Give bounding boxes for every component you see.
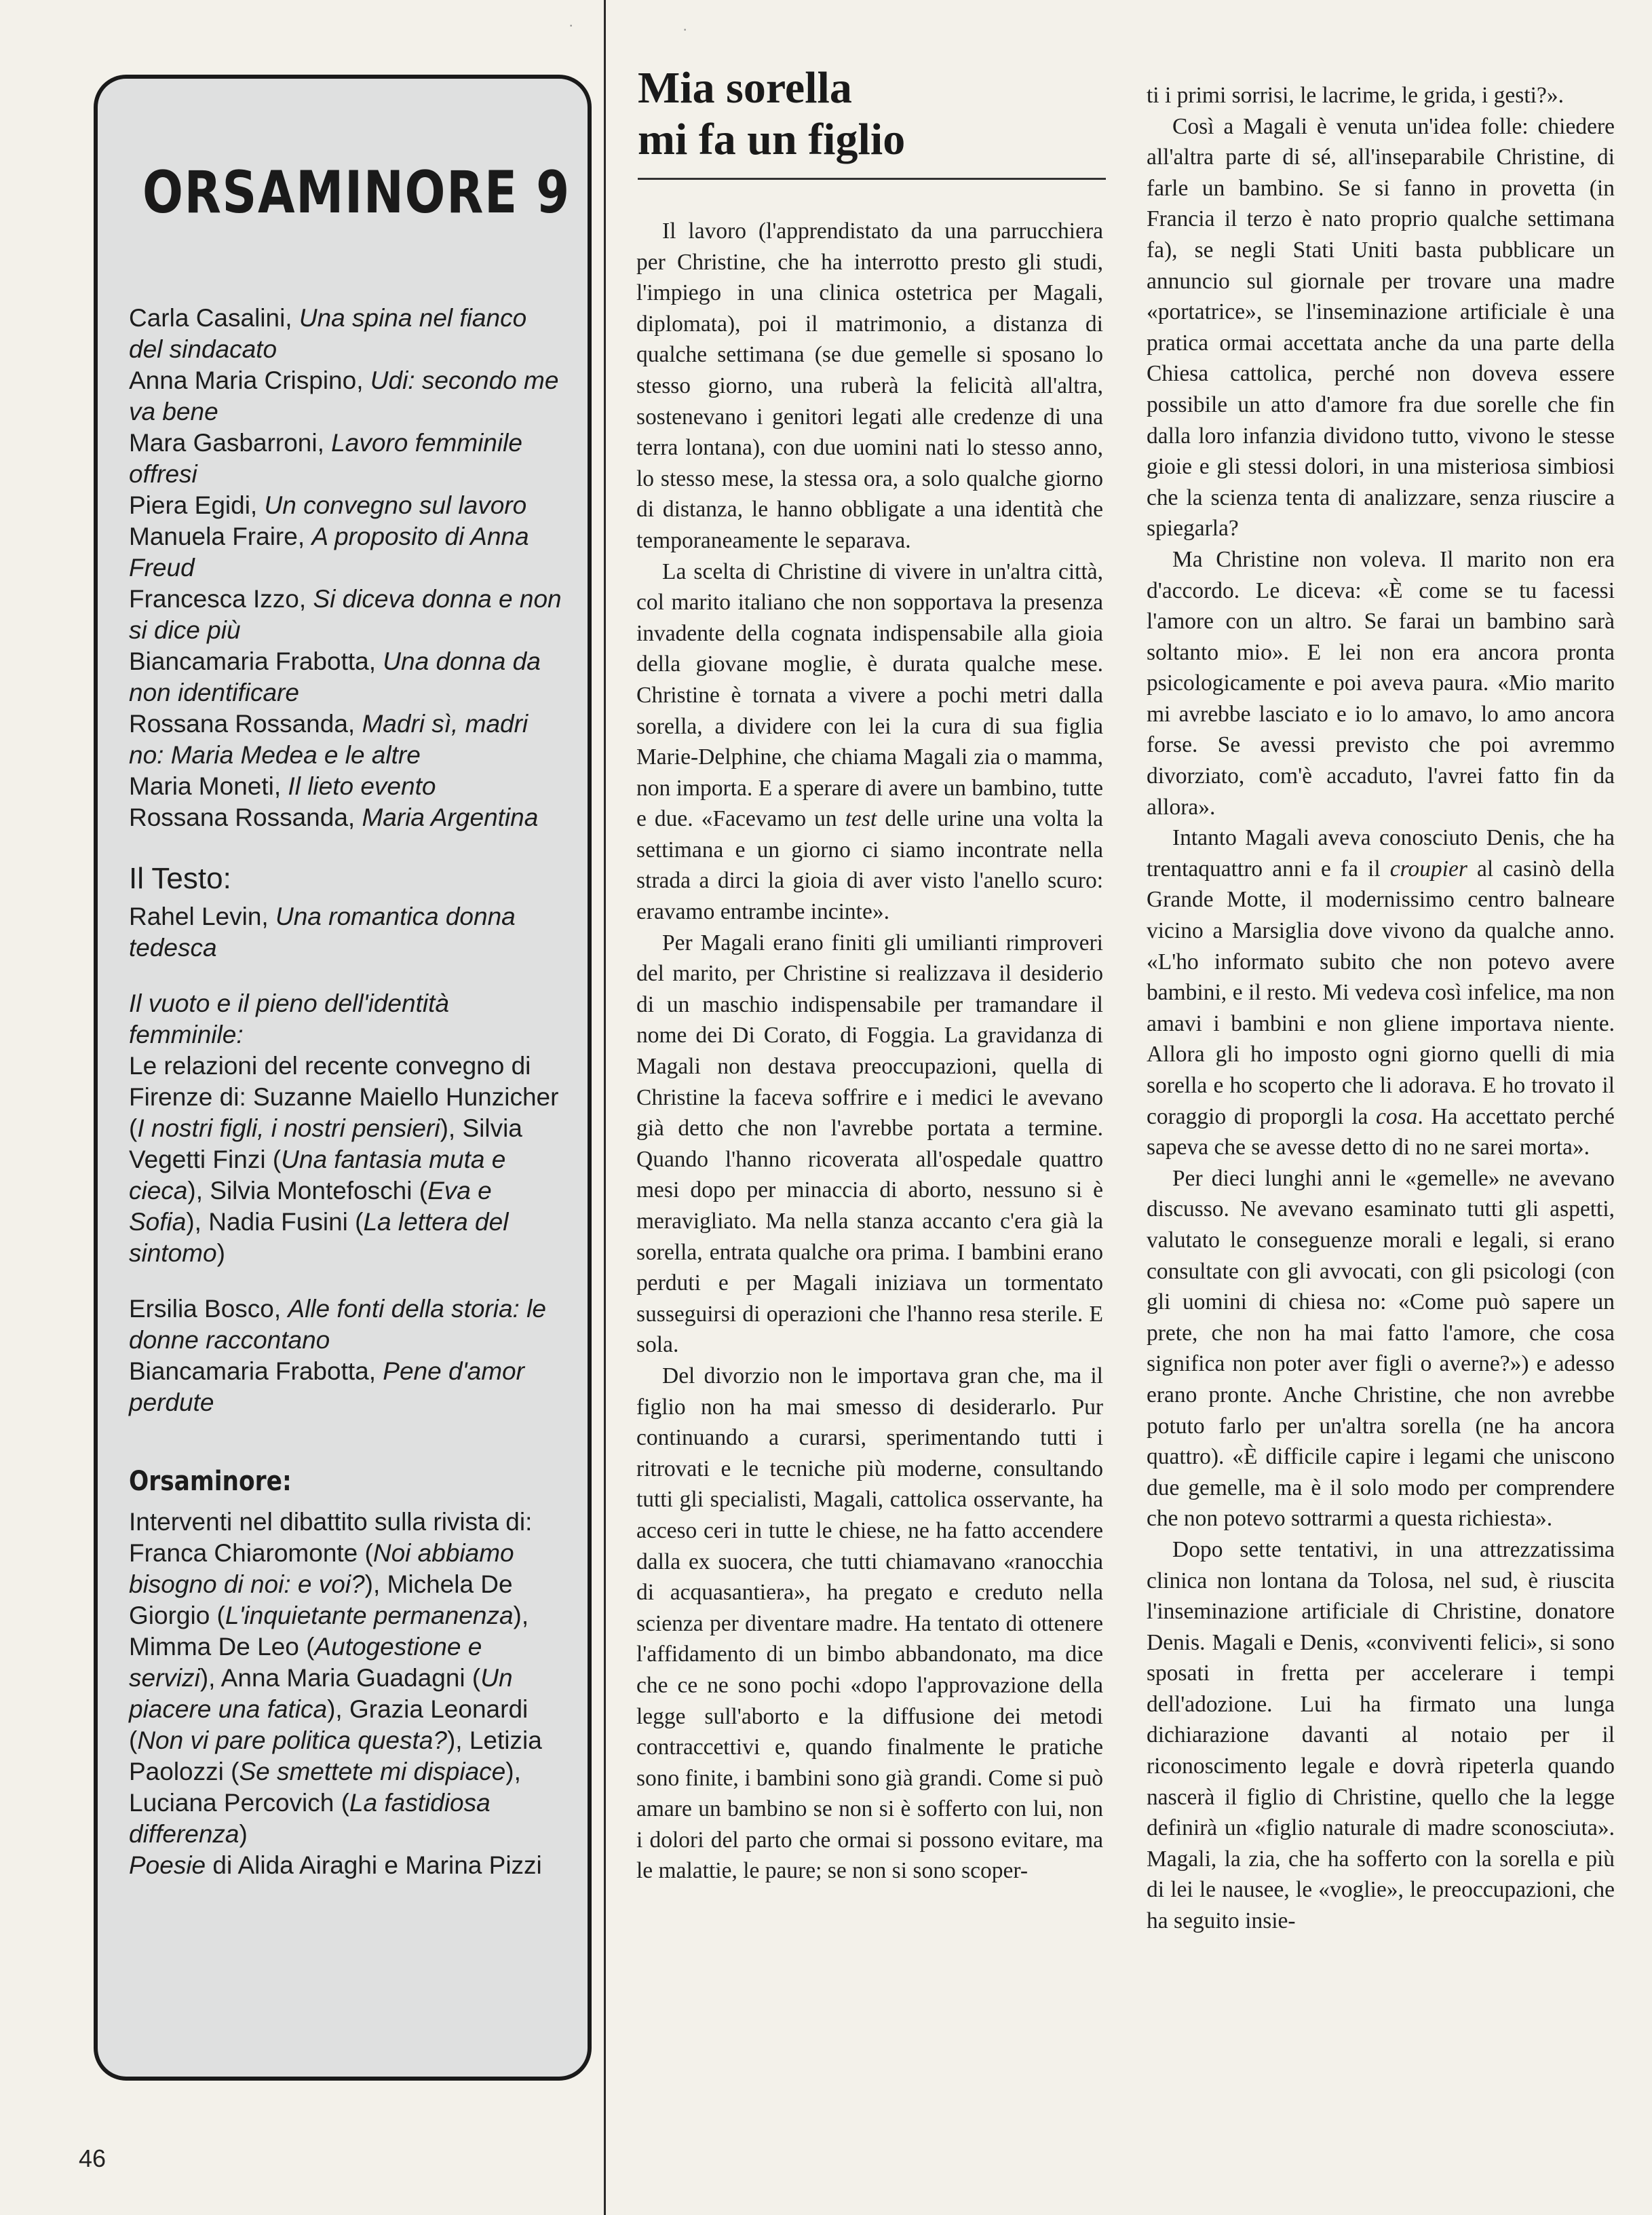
text-run: Eva e Sofia [129, 1177, 492, 1236]
contents-entry [129, 1356, 563, 1418]
page-number: 46 [79, 2144, 107, 2172]
contents-list [129, 303, 563, 1881]
text-run: Per Magali erano finiti gli umilianti rimproveri del marito, per Christine si realizzava il desiderio di un maschio indispensabile per tramandare il nome dei Di Corato, di Foggia. La gravidanza di Magali non destava preoccupazioni, quella di Christine la faceva soffrire e i medici le avevano già detto che non l'avrebbe portata a termine. Quando l'hanno ricoverata all'ospedale quattro mesi dopo per minaccia di aborto, nessuno si è meravigliato. Ma nella stanza accanto c'era già la sorella, entrata qualche ora prima. I bambini erano perduti e per Magali iniziava un tormentato susseguirsi di operazioni che l'hanno resa sterile. E sola. [636, 930, 1103, 1358]
contents-entry [129, 521, 563, 584]
entry-author: Piera Egidi, [129, 491, 265, 519]
entry-title: Una donna da non identificare [129, 647, 541, 706]
entry-title: Una romantica donna tedesca [129, 903, 516, 962]
contents-entry [129, 646, 563, 708]
text-run: ), Letizia Paolozzi ( [129, 1726, 542, 1785]
article-paragraph [1147, 111, 1615, 544]
entry-title: Il lieto evento [288, 772, 436, 800]
more-entries-list [129, 1293, 563, 1418]
entries-list [129, 303, 563, 833]
text-run: ), Mimma De Leo ( [129, 1602, 529, 1661]
entry-author: Biancamaria Frabotta, [129, 1357, 383, 1385]
poesie-text [129, 1850, 563, 1881]
article-headline [638, 62, 905, 166]
article-paragraph [636, 1361, 1103, 1887]
text-run: I nostri figli, i nostri pensieri [137, 1114, 440, 1142]
text-run: Un piacere una fatica [129, 1664, 513, 1723]
entry-author: Rahel Levin, [129, 903, 275, 930]
entry-author: Biancamaria Frabotta, [129, 647, 383, 675]
entry-author: Maria Moneti, [129, 772, 288, 800]
article-paragraph [1147, 1163, 1615, 1534]
text-run: Noi abbiamo bisogno di noi: e voi? [129, 1539, 514, 1598]
article-paragraph [1147, 822, 1615, 1163]
text-run: ), Nadia Fusini ( [186, 1208, 364, 1236]
text-run: ti i primi sorrisi, le lacrime, le grida, i gesti?». [1147, 83, 1564, 108]
text-run: Così a Magali è venuta un'idea folle: chiedere all'altra parte di sé, all'inseparabile Christine, di farle un bambino. Se si fanno in provetta (in Francia il terzo è nato proprio qualche settimana fa), se negli Stati Uniti basta pubblicare un annuncio sul giornale per trovare una madre «portatrice», se l'inseminazione artificiale è una pratica ormai accettata anche da una parte della Chiesa cattolica, perché non doveva essere possibile un atto d'amore fra due sorelle che fin dalla loro infanzia dividono tutto, vivono le stesse gioie e gli stessi dolori, in una misteriosa simbiosi che la scienza tenta di analizzare, senza riuscire a spiegarla? [1147, 113, 1615, 542]
contents-entry [129, 708, 563, 771]
entry-author: Carla Casalini, [129, 304, 299, 332]
entry-title: Maria Argentina [362, 803, 539, 831]
text-run: Ma Christine non voleva. Il marito non era d'accordo. Le diceva: «È come se tu facessi l'amore con un altro. Se farai un bambino sarà soltanto mio». E lei non era ancora pronta psicologicamente e poi aveva paura. «Mio marito mi avrebbe lasciato e io lo amavo, lo amo ancora forse. Se avessi previsto che poi avremmo divorziato, com'è accaduto, l'avrei fatto fin da allora». [1147, 546, 1615, 820]
entry-author: Rossana Rossanda, [129, 803, 362, 831]
contents-entry [129, 490, 563, 521]
contents-entry [129, 428, 563, 490]
vuoto-heading: Il vuoto e il pieno dell'identità femminile: [129, 989, 449, 1048]
text-run: Per dieci lunghi anni le «gemelle» ne avevano discusso. Ne avevano esaminato tutti gli aspetti, valutato le conseguenze morali e legali, si erano consultate con gli avvocati, con gli psicologi (con gli uomini di chiesa no: «Come può sapere un prete, che non ha mai fatto l'amore, che cosa significa non poter aver figli o averne?») e adesso erano pronte. Anche Christine, che non avrebbe potuto farlo per un'altra sorella (ne ha ancora quattro). «È difficile capire i legami che uniscono due gemelle, ma è il solo modo per comprendere che non potevo sottrarmi a questa richiesta». [1147, 1165, 1615, 1532]
text-run: ), Silvia Vegetti Finzi ( [129, 1114, 522, 1173]
text-run: ), Luciana Percovich ( [129, 1758, 521, 1817]
article-paragraph [1147, 1534, 1615, 1937]
text-run: Poesie [129, 1851, 206, 1879]
column-divider [604, 0, 606, 2215]
entry-title: Si diceva donna e non si dice più [129, 585, 562, 644]
text-run: Dopo sette tentativi, in una attrezzatissima clinica non lontana da Tolosa, nel sud, è riuscita l'inseminazione artificiale di Christine, donatore Denis. Magali e Denis, «conviventi felici», si sono sposati in fretta per accelerare i tempi dell'adozione. Lui ha firmato una lunga dichiarazione davanti al notaio per il riconoscimento legale e dovrà ripeterla quando nascerà il figlio di Christine, quello che la legge definirà un «figlio naturale di madre sconosciuta». Magali, la zia, che ha sofferto con la sorella e più di lei le nausee, le «voglie», le preoccupazioni, che ha seguito insie- [1147, 1536, 1615, 1934]
text-run: test [845, 806, 877, 832]
contents-entry [129, 584, 563, 646]
print-mark: · [683, 20, 688, 37]
text-run: Autogestione e servizi [129, 1633, 482, 1692]
article-paragraph [636, 216, 1103, 556]
text-run: delle urine una volta la settimana e un giorno ci siamo incontrate nella strada a dirci la gioia di aver visto l'anello scuro: eravamo entrambe incinte». [636, 806, 1104, 925]
text-run: Il lavoro (l'apprendistato da una parrucchiera per Christine, che ha interrotto presto gli studi, l'impiego in una clinica ostetrica per Magali, diplomata), poi il matrimonio, a distanza di qualche settimana (se due gemelle si sposano lo stesso giorno, una ruberà la felicità all'altra, sostenevano i genitori legati alle credenze di una terra lontana), con due uomini nati lo stesso anno, lo stesso mese, la stessa ora, a solo qualche giorno di distanza, le hanno obbligate a una identità che temporaneamente le separava. [636, 219, 1103, 553]
contents-entry [129, 802, 563, 833]
contents-entry [129, 771, 563, 802]
article-paragraph [636, 556, 1103, 928]
testo-label: Il Testo: [129, 862, 231, 895]
entry-author: Anna Maria Crispino, [129, 366, 370, 394]
text-run: croupier [1389, 856, 1467, 882]
text-run: La fastidiosa differenza [129, 1789, 491, 1848]
text-run: La lettera del sintomo [129, 1208, 509, 1267]
text-run: ) [239, 1820, 248, 1848]
text-run: cosa [1376, 1103, 1418, 1129]
headline-line-2: mi fa un figlio [638, 115, 906, 164]
contents-box [94, 75, 592, 2081]
entry-title: Una spina nel fianco del sindacato [129, 304, 527, 363]
article-column-2 [1147, 80, 1615, 1937]
entry-author: Francesca Izzo, [129, 585, 313, 613]
text-run: Le relazioni del recente convegno di Firenze di: Suzanne Maiello Hunzicher ( [129, 1052, 559, 1142]
entry-author: Rossana Rossanda, [129, 710, 362, 738]
article-paragraph [1147, 80, 1615, 111]
vuoto-text [129, 1050, 563, 1269]
entry-title: A proposito di Anna Freud [129, 523, 529, 582]
text-run: . Ha accettato perché sapeva che se avesse detto di no ne sarei morta». [1147, 1103, 1615, 1160]
print-mark: · [569, 16, 574, 33]
contents-entry [129, 303, 563, 365]
article-column-1 [636, 216, 1103, 1887]
text-run: ), Grazia Leonardi ( [129, 1695, 529, 1754]
article-paragraph [636, 928, 1103, 1361]
text-run: di Alida Airaghi e Marina Pizzi [206, 1851, 542, 1879]
entry-title: Alle fonti della storia: le donne raccontano [129, 1295, 546, 1354]
text-run: Del divorzio non le importava gran che, ma il figlio non ha mai smesso di desiderarlo. Pur continuando a curarsi, sperimentando tutti i ritrovati e le tecniche più moderne, consultando tutti gli specialisti, Magali, cattolica osservante, ha acceso ceri in tutte le chiese, ne ha fatto accendere dalla ex suocera, che tutti chiamavano «ranocchia di acquasantiera», ha pregato e creduto nella scienza per diventare madre. Ha tentato di ottenere l'affidamento di un bimbo abbandonato, ma dice che ce ne sono pochi «dopo l'approvazione della legge sull'aborto e la diffusione dei metodi contraccettivi e, quando finalmente le pratiche sono finite, i bambini sono già grandi. Come si può amare un bambino se non si è sofferto con lui, non i dolori del parto che ormai si possono evitare, ma le malattie, le paure; se non si sono scoper- [636, 1363, 1103, 1884]
interventi-text [129, 1507, 563, 1850]
entry-title: Un convegno sul lavoro [264, 491, 527, 519]
sidebar-title: ORSAMINORE 9 [142, 159, 571, 227]
orsaminore-label: Orsaminore: [129, 1466, 292, 1497]
article-paragraph [1147, 544, 1615, 822]
contents-entry [129, 365, 563, 428]
text-run: Interventi nel dibattito sulla rivista di: Franca Chiaromonte ( [129, 1508, 533, 1567]
text-run: Se smettete mi dispiace [239, 1758, 506, 1785]
testo-entry [129, 901, 563, 964]
text-run: al casinò della Grande Motte, il modernissimo centro balneare vicino a Marsiglia dove vivono da qualche anno. «L'ho informato subito che non potevo avere bambini, e il resto. Mi vedeva così infelice, ma non amavi i bambini e non gliene importava niente. Allora gli ho imposto ogni giorno quelli di mia sorella e ho scoperto che li adorava. E ho trovato il coraggio di proporgli la [1147, 856, 1615, 1129]
entry-author: Mara Gasbarroni, [129, 429, 332, 457]
entry-title: Pene d'amor perdute [129, 1357, 524, 1416]
text-run: ), Anna Maria Guadagni ( [199, 1664, 481, 1692]
text-run: Una fantasia muta e cieca [129, 1146, 506, 1205]
entry-title: Lavoro femminile offresi [129, 429, 522, 488]
entry-author: Ersilia Bosco, [129, 1295, 288, 1323]
headline-line-1: Mia sorella [638, 63, 852, 113]
text-run: Non vi pare politica questa? [137, 1726, 447, 1754]
text-run: La scelta di Christine di vivere in un'altra città, col marito italiano che non sopportava la presenza invadente della cognata indispensabile alla gioia della giovane moglie, è durata qualche mese. Christine è tornata a vivere a pochi metri dalla sorella, a dividere con lei la cura di sua figlia Marie-Delphine, che chiama Magali zia o mamma, non importa. E a sperare di avere un bambino, tutte e due. «Facevamo un [636, 559, 1103, 832]
text-run: ), Silvia Montefoschi ( [187, 1177, 428, 1205]
text-run: ), Michela De Giorgio ( [129, 1570, 513, 1629]
contents-entry [129, 1293, 563, 1356]
text-run: Intanto Magali aveva conosciuto Denis, che ha trentaquattro anni e fa il [1147, 825, 1615, 882]
headline-rule [638, 178, 1106, 180]
text-run: L'inquietante permanenza [225, 1602, 514, 1629]
entry-author: Manuela Fraire, [129, 523, 312, 550]
entry-title: Udi: secondo me va bene [129, 366, 559, 425]
text-run: ) [216, 1239, 225, 1267]
entry-title: Madri sì, madri no: Maria Medea e le altre [129, 710, 529, 769]
